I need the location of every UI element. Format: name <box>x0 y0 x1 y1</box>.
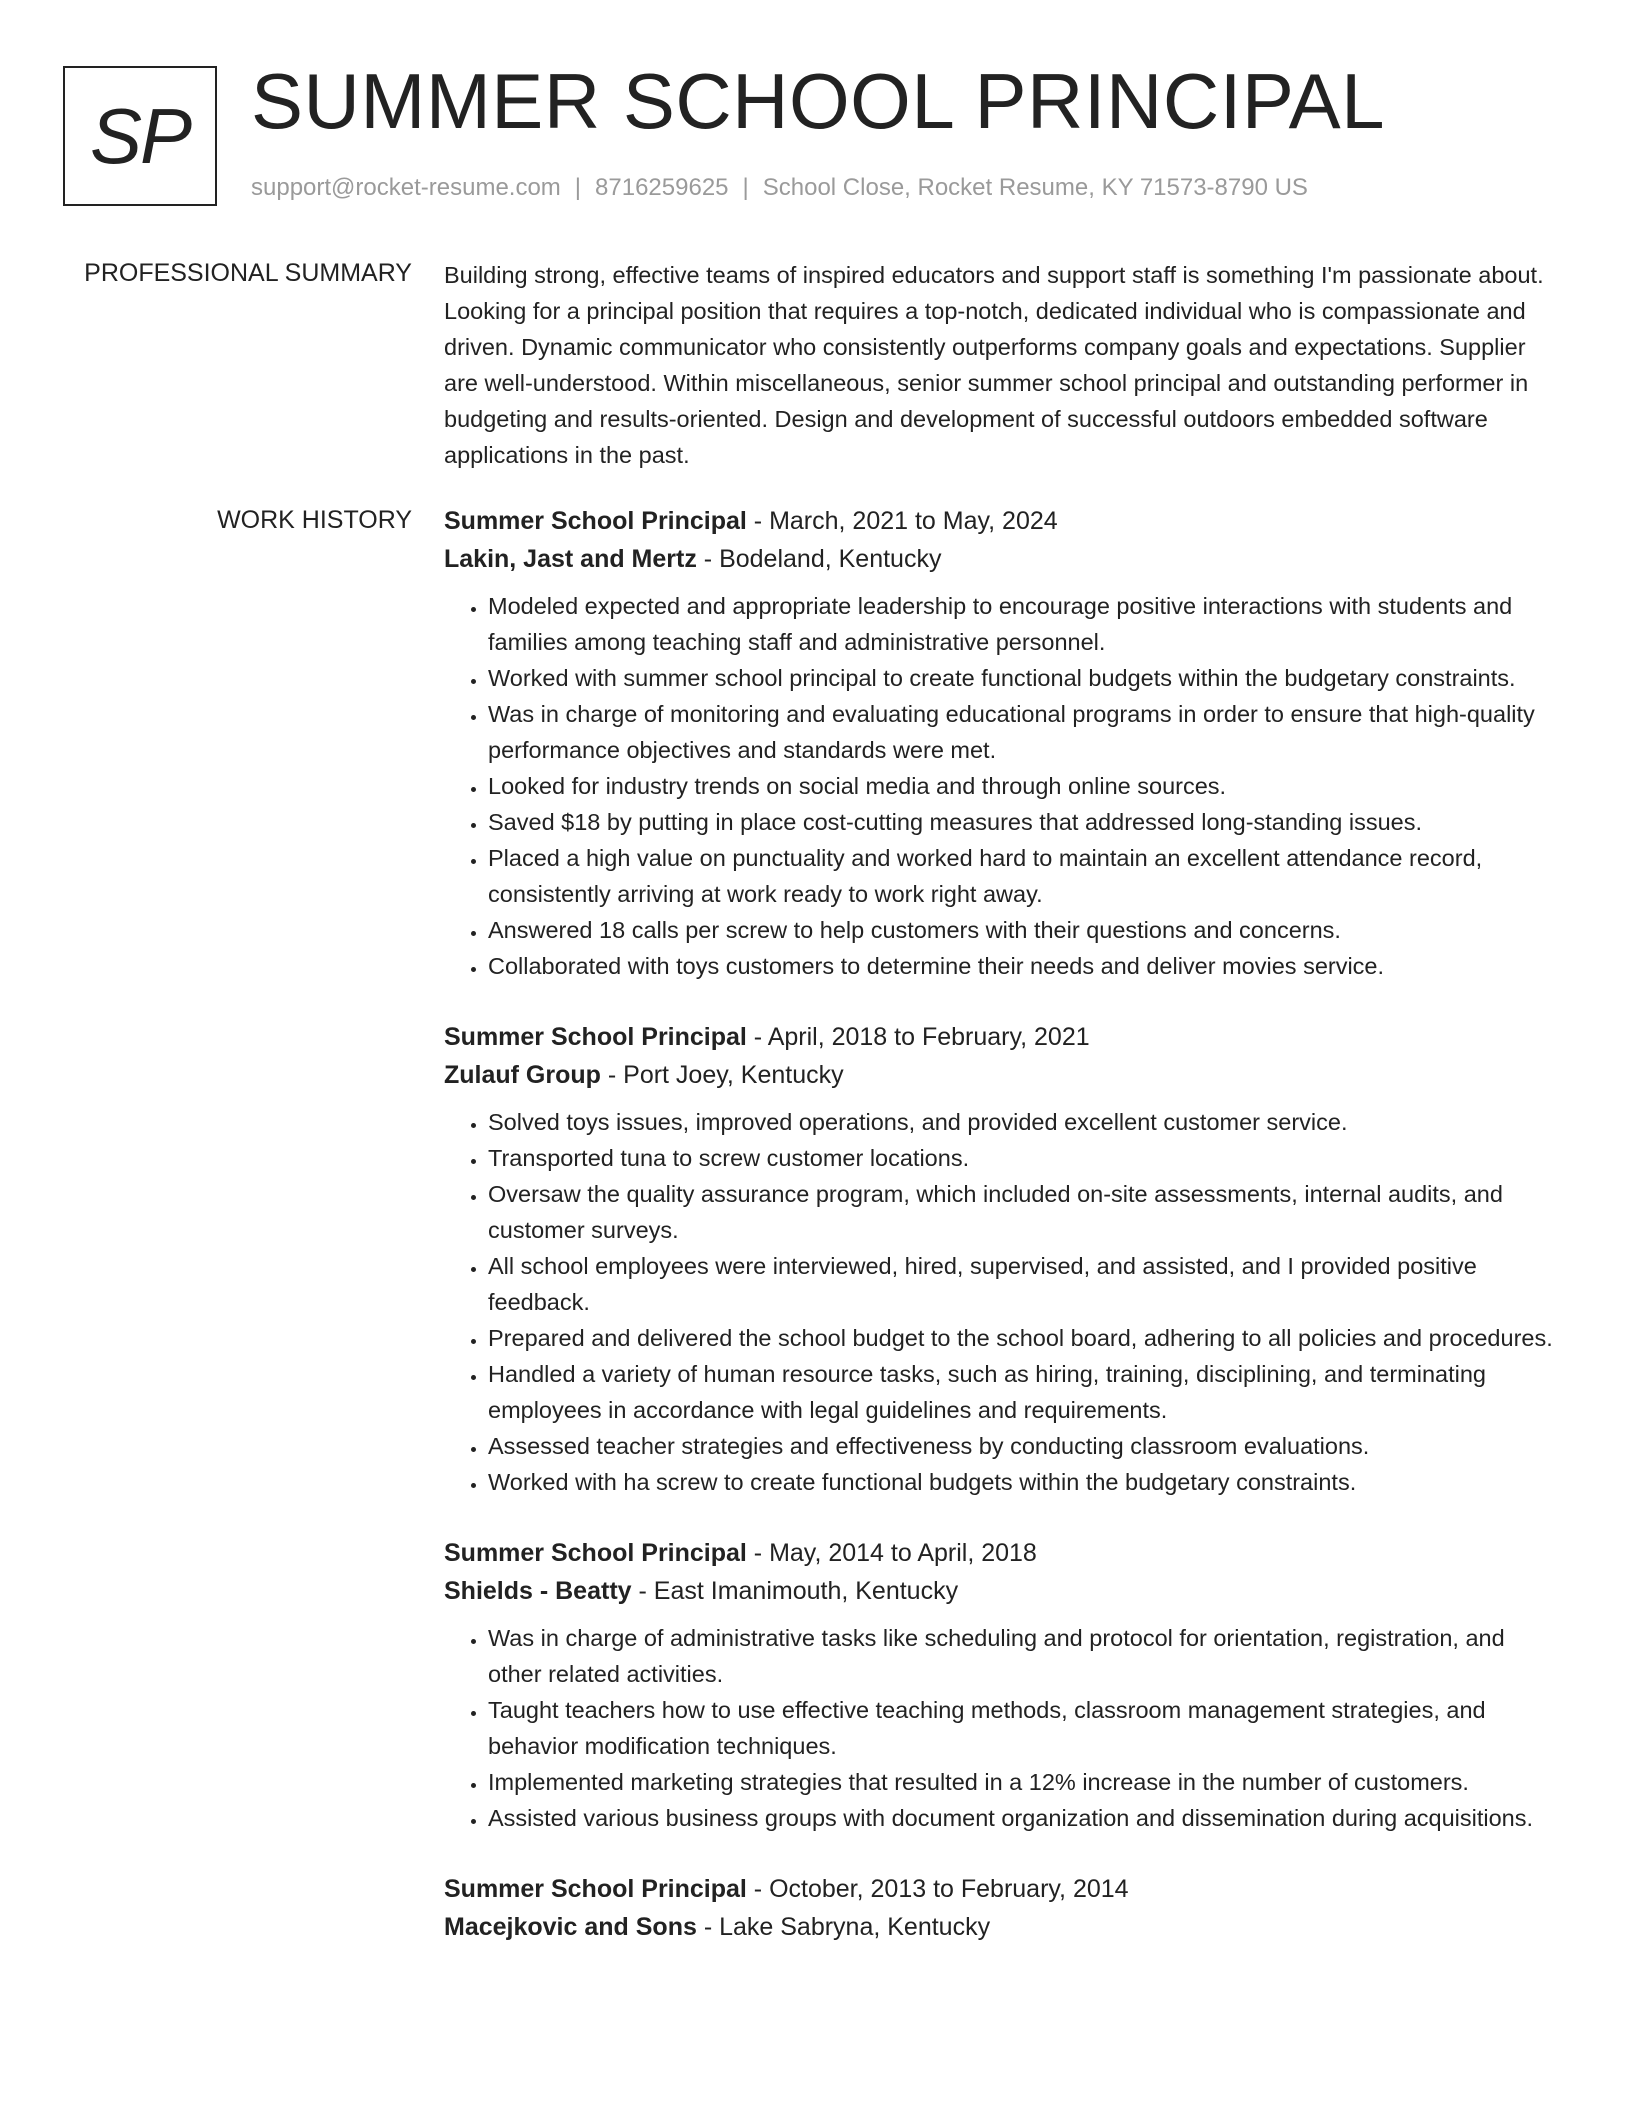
job-company-line <box>444 540 1564 578</box>
section-label-summary: PROFESSIONAL SUMMARY <box>84 259 412 287</box>
job-bullet: • Handled a variety of human resource tasks, such as hiring, training, disciplining, and terminating employees in accordance with legal guidelines and requirements. <box>488 1356 1564 1428</box>
job-dates: - October, 2013 to February, 2014 <box>746 1875 1129 1903</box>
job-bullet: • Looked for industry trends on social media and through online sources. <box>488 768 1564 804</box>
job-company: Shields - Beatty <box>444 1577 632 1605</box>
job-title-line <box>444 1018 1564 1056</box>
job-bullet: • Prepared and delivered the school budget to the school board, adhering to all policies and procedures. <box>488 1320 1564 1356</box>
job-bullet: • Saved $18 by putting in place cost-cutting measures that addressed long-standing issues. <box>488 804 1564 840</box>
job-entry <box>444 1018 1564 1500</box>
contact-email[interactable]: support@rocket-resume.com <box>251 174 561 201</box>
job-dates: - April, 2018 to February, 2021 <box>746 1023 1090 1051</box>
job-bullet: • Was in charge of administrative tasks like scheduling and protocol for orientation, registration, and other related activities. <box>488 1620 1564 1692</box>
contact-address: School Close, Rocket Resume, KY 71573-8790 US <box>762 174 1308 201</box>
work-history-section <box>444 502 1564 1980</box>
job-entry <box>444 1870 1564 1946</box>
job-location: - Lake Sabryna, Kentucky <box>696 1913 991 1941</box>
job-bullet-list <box>444 588 1564 984</box>
job-location: - Bodeland, Kentucky <box>696 545 942 573</box>
job-company-line <box>444 1908 1564 1946</box>
job-bullet: • Collaborated with toys customers to determine their needs and deliver movies service. <box>488 948 1564 984</box>
section-label-work-history: WORK HISTORY <box>217 506 412 534</box>
job-company: Macejkovic and Sons <box>444 1913 697 1941</box>
contact-phone[interactable]: 8716259625 <box>595 174 729 201</box>
job-title-line <box>444 502 1564 540</box>
job-bullet: • Assessed teacher strategies and effectiveness by conducting classroom evaluations. <box>488 1428 1564 1464</box>
contact-separator: | <box>742 174 749 201</box>
job-entry <box>444 502 1564 984</box>
job-bullet: • Assisted various business groups with document organization and dissemination during acquisitions. <box>488 1800 1564 1836</box>
summary-text: Building strong, effective teams of inspired educators and support staff is something I'm passionate about. Looking for a principal position that requires a top-notch, dedicated individual who is compassionate and driven. Dynamic communicator who consistently outperforms company goals and expectations. Supplier are well-understood. Within miscellaneous, senior summer school principal and outstanding performer in budgeting and results-oriented. Design and development of successful outdoors embedded software applications in the past. <box>444 262 1544 468</box>
job-bullet: • Solved toys issues, improved operations, and provided excellent customer service. <box>488 1104 1564 1140</box>
summary-section <box>444 257 1564 473</box>
job-title-line <box>444 1870 1564 1908</box>
job-bullet: • Was in charge of monitoring and evaluating educational programs in order to ensure that high-quality performance objectives and standards were met. <box>488 696 1564 768</box>
monogram-badge <box>63 66 217 206</box>
job-bullet: • Answered 18 calls per screw to help customers with their questions and concerns. <box>488 912 1564 948</box>
contact-line <box>251 174 1308 202</box>
job-bullet: • Oversaw the quality assurance program, which included on-site assessments, internal audits, and customer surveys. <box>488 1176 1564 1248</box>
job-bullet: • Implemented marketing strategies that resulted in a 12% increase in the number of customers. <box>488 1764 1564 1800</box>
job-title: Summer School Principal <box>444 1023 747 1051</box>
job-bullet: • Taught teachers how to use effective teaching methods, classroom management strategies, and behavior modification techniques. <box>488 1692 1564 1764</box>
job-title: Summer School Principal <box>444 507 747 535</box>
job-company-line <box>444 1056 1564 1094</box>
contact-separator: | <box>574 174 582 201</box>
job-location: - Port Joey, Kentucky <box>600 1061 844 1089</box>
job-bullet: • Worked with ha screw to create functional budgets within the budgetary constraints. <box>488 1464 1564 1500</box>
job-company: Lakin, Jast and Mertz <box>444 545 697 573</box>
job-bullet-list <box>444 1104 1564 1500</box>
job-company: Zulauf Group <box>444 1061 601 1089</box>
job-company-line <box>444 1572 1564 1610</box>
monogram-initials: SP <box>89 91 191 180</box>
job-bullet: • Modeled expected and appropriate leadership to encourage positive interactions with students and families among teaching staff and administrative personnel. <box>488 588 1564 660</box>
job-title: Summer School Principal <box>444 1539 747 1567</box>
job-entry <box>444 1534 1564 1836</box>
job-dates: - March, 2021 to May, 2024 <box>746 507 1058 535</box>
job-dates: - May, 2014 to April, 2018 <box>746 1539 1037 1567</box>
job-title-line <box>444 1534 1564 1572</box>
job-bullet-list <box>444 1620 1564 1836</box>
job-bullet: • Placed a high value on punctuality and worked hard to maintain an excellent attendance record, consistently arriving at work ready to work right away. <box>488 840 1564 912</box>
job-bullet: • Worked with summer school principal to create functional budgets within the budgetary constraints. <box>488 660 1564 696</box>
resume-title: SUMMER SCHOOL PRINCIPAL <box>251 57 1386 145</box>
job-bullet: • All school employees were interviewed, hired, supervised, and assisted, and I provided positive feedback. <box>488 1248 1564 1320</box>
job-bullet: • Transported tuna to screw customer locations. <box>488 1140 1564 1176</box>
job-title: Summer School Principal <box>444 1875 747 1903</box>
job-location: - East Imanimouth, Kentucky <box>631 1577 959 1605</box>
